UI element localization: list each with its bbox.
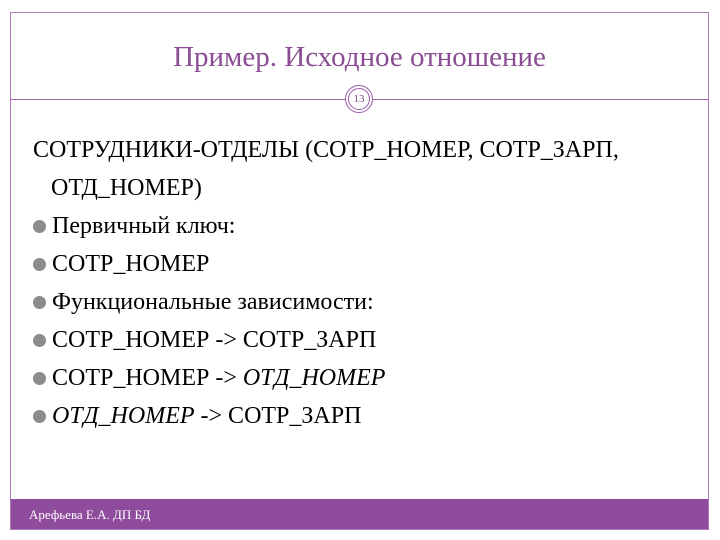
- bullet-item: [33, 283, 698, 321]
- bullet-dot-icon: [33, 258, 46, 271]
- bullet-text: СОТР_НОМЕР: [52, 251, 210, 277]
- slide-content: [33, 131, 698, 435]
- bullet-item: [33, 321, 698, 359]
- bullet-dot-icon: [33, 220, 46, 233]
- relation-definition: СОТРУДНИКИ-ОТДЕЛЫ (СОТР_НОМЕР, СОТР_ЗАРП, ОТД_НОМЕР): [33, 137, 619, 201]
- page-number-badge: [345, 85, 373, 113]
- bullet-text-italic: ОТД_НОМЕР: [52, 403, 195, 429]
- footer-bar: [11, 499, 708, 529]
- slide-title: Пример. Исходное отношение: [173, 41, 546, 73]
- bullet-text-italic: ОТД_НОМЕР: [242, 365, 386, 391]
- page-number: 13: [348, 88, 370, 110]
- bullet-text: СОТР_НОМЕР ->: [52, 365, 243, 391]
- bullet-item: [33, 397, 698, 435]
- bullet-dot-icon: [33, 372, 46, 385]
- slide: [10, 12, 709, 530]
- bullet-text: Функциональные зависимости:: [52, 289, 374, 315]
- bullet-dot-icon: [33, 334, 46, 347]
- bullet-item: [33, 359, 698, 397]
- bullet-dot-icon: [33, 410, 46, 423]
- bullet-text: -> СОТР_ЗАРП: [194, 403, 362, 429]
- footer-author: Арефьева Е.А. ДП БД: [29, 507, 151, 522]
- bullet-dot-icon: [33, 296, 46, 309]
- bullet-text: Первичный ключ:: [52, 213, 236, 239]
- bullet-item: [33, 207, 698, 245]
- bullet-text: СОТР_НОМЕР -> СОТР_ЗАРП: [52, 327, 377, 353]
- bullet-item: [33, 245, 698, 283]
- bullet-list: [33, 207, 698, 435]
